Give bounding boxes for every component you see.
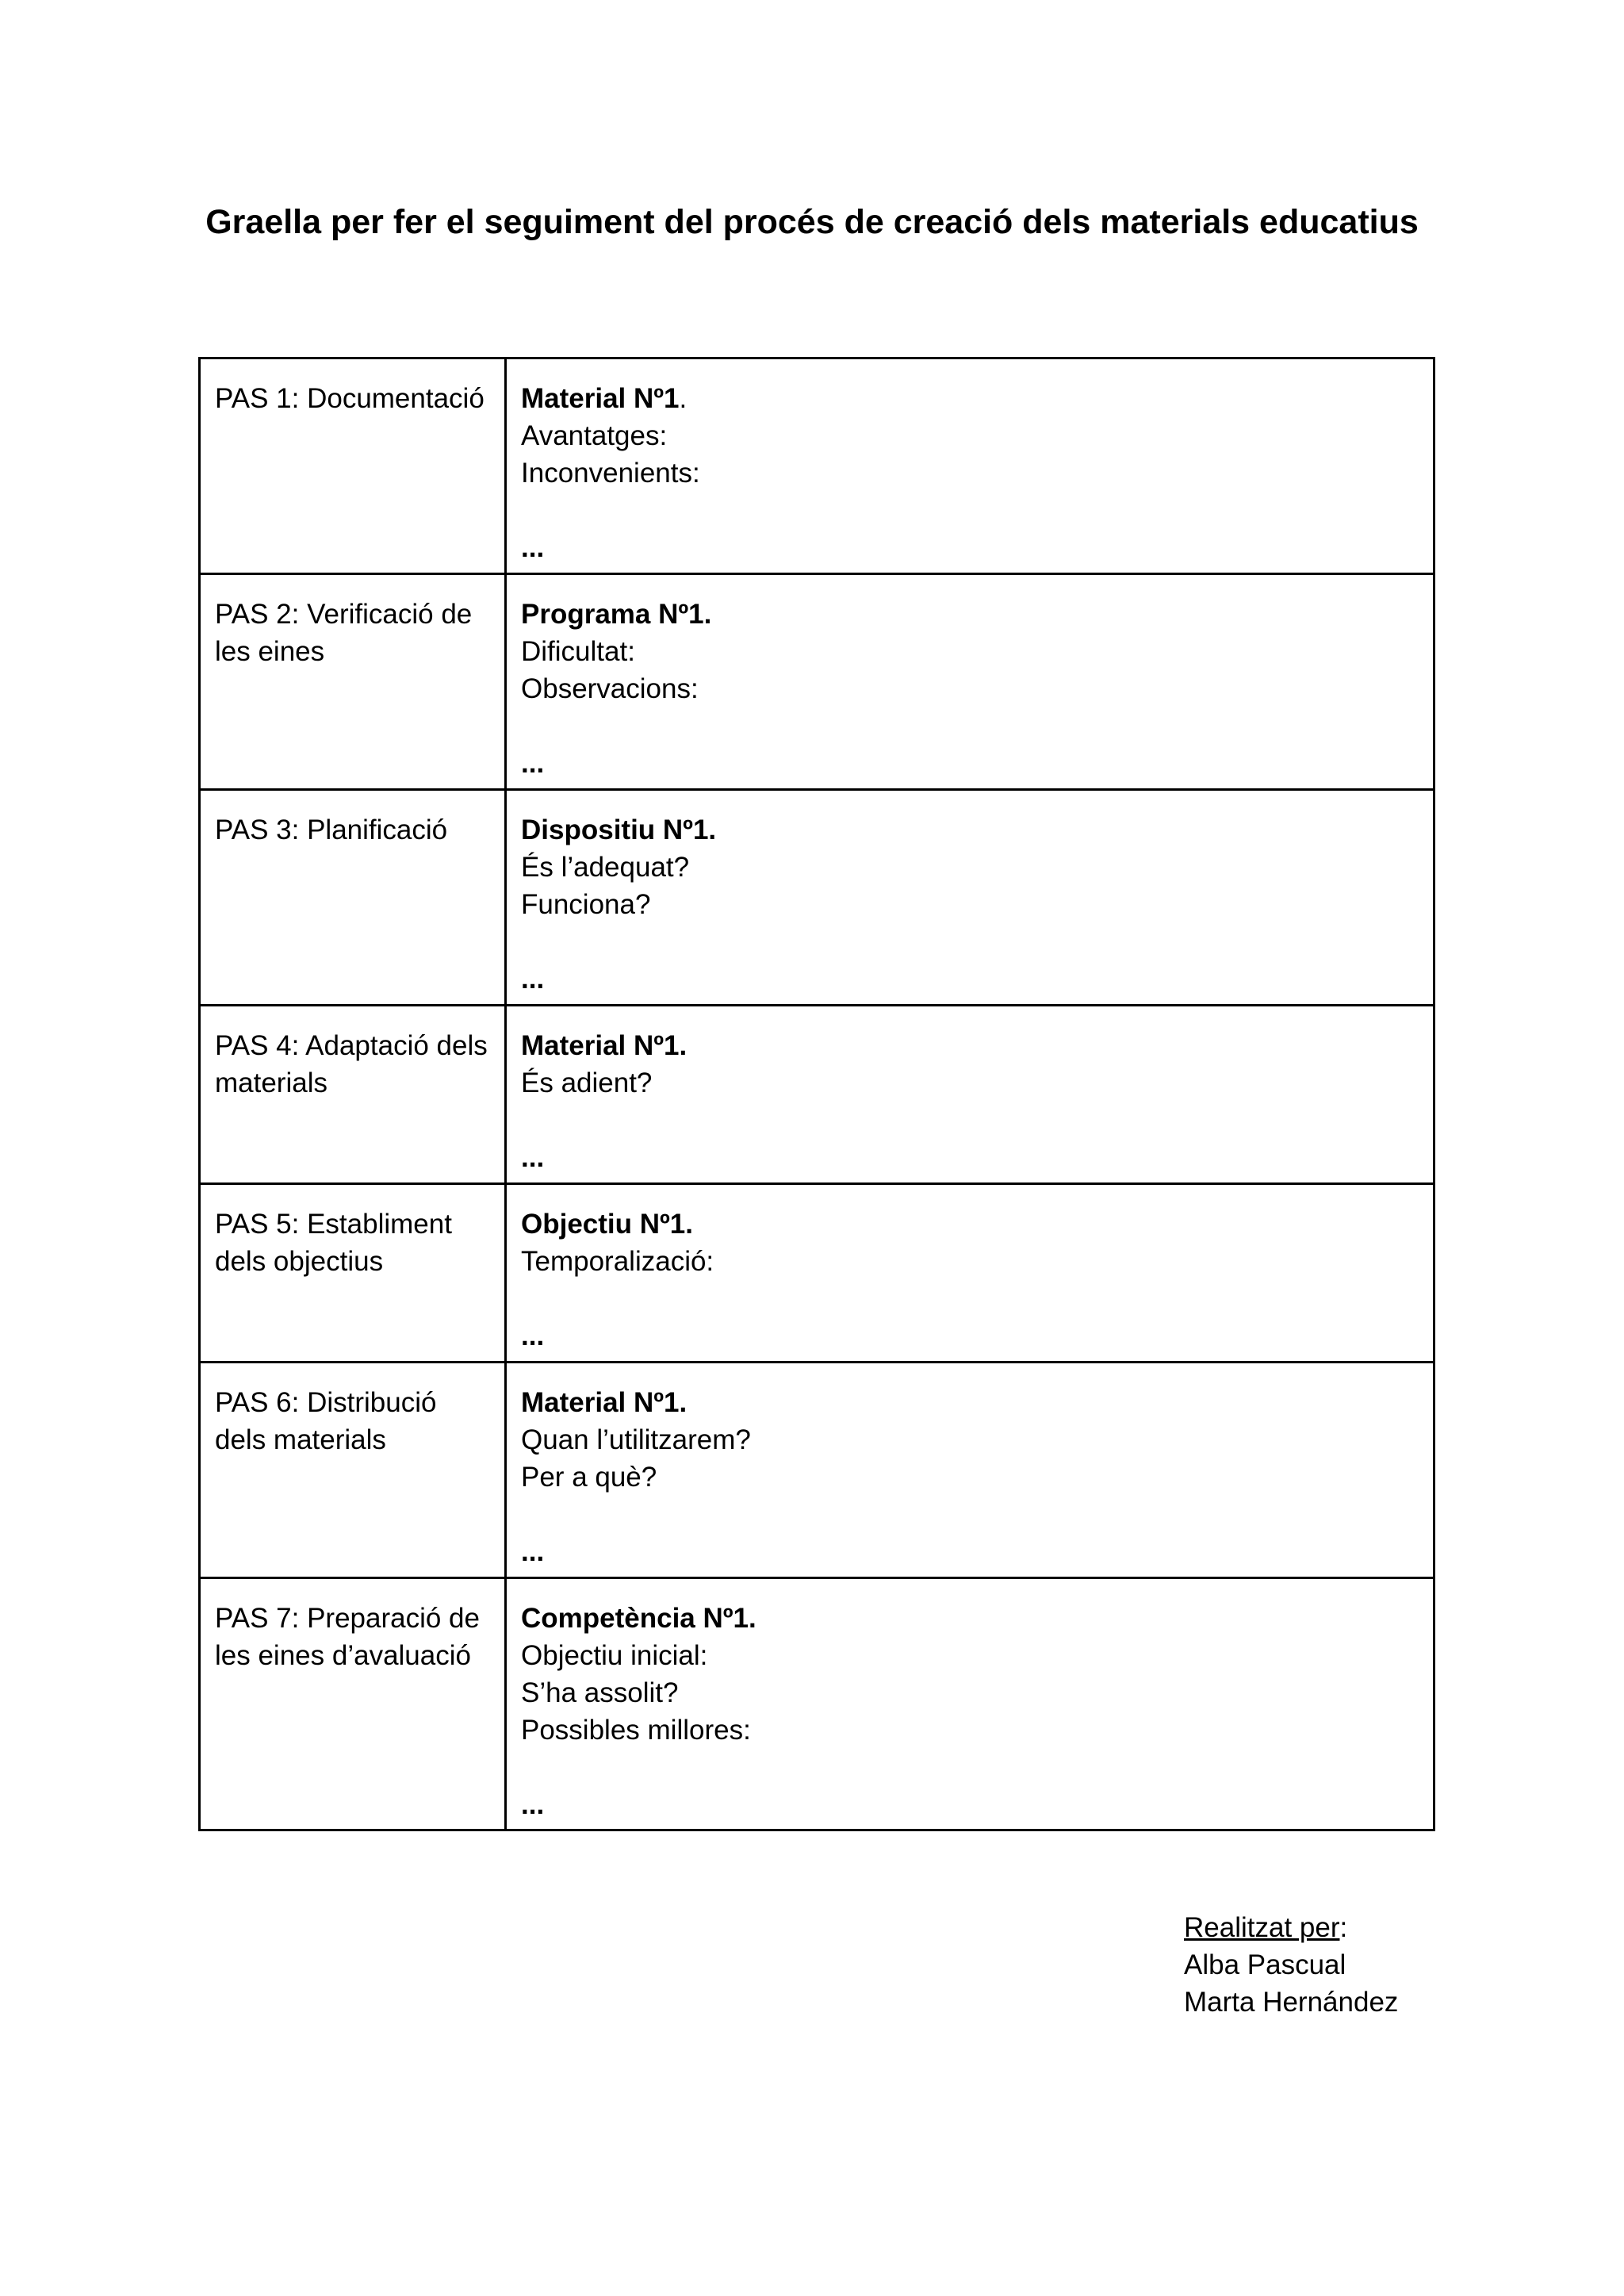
item-title: Material Nº1. [521, 1387, 688, 1418]
signature-label: Realitzat per [1184, 1912, 1340, 1943]
step-label: PAS 1: Documentació [215, 383, 485, 414]
item-line: Quan l’utilitzarem? [521, 1424, 751, 1455]
step-cell [200, 1184, 506, 1363]
step-label: PAS 2: Verificació de les eines [215, 599, 473, 667]
detail-cell [506, 1006, 1434, 1184]
step-label: PAS 5: Establiment dels objectius [215, 1209, 452, 1277]
table-row [200, 1006, 1434, 1184]
item-title-suffix: . [679, 383, 688, 414]
table-row [200, 790, 1434, 1006]
step-label: PAS 7: Preparació de les eines d’avaluació [215, 1603, 480, 1671]
table-row [200, 1184, 1434, 1363]
item-line: Temporalizació: [521, 1246, 714, 1277]
item-title: Programa Nº1. [521, 599, 712, 630]
document-title: Graella per fer el seguiment del procés de creació dels materials educatius [205, 203, 1419, 241]
table-row [200, 358, 1434, 574]
item-line: Inconvenients: [521, 458, 700, 489]
detail-cell [506, 574, 1434, 790]
item-title: Material Nº1. [521, 1030, 688, 1061]
spacer [521, 1102, 1419, 1139]
item-line: Possibles millores: [521, 1715, 751, 1746]
item-line: Funciona? [521, 889, 651, 920]
step-label: PAS 4: Adaptació dels materials [215, 1030, 488, 1098]
spacer [521, 492, 1419, 529]
step-cell [200, 1363, 506, 1578]
item-line: Dificultat: [521, 636, 635, 667]
spacer [521, 707, 1419, 745]
spacer [521, 1280, 1419, 1317]
item-title: Objectiu Nº1. [521, 1209, 693, 1240]
detail-cell [506, 358, 1434, 574]
signature-label-suffix: : [1339, 1912, 1348, 1943]
table-row [200, 1363, 1434, 1578]
detail-cell [506, 790, 1434, 1006]
item-line: És l’adequat? [521, 852, 690, 883]
step-cell [200, 358, 506, 574]
item-ellipsis: ... [521, 1536, 545, 1567]
detail-cell [506, 1363, 1434, 1578]
step-cell [200, 1578, 506, 1830]
item-ellipsis: ... [521, 964, 545, 995]
item-line: Avantatges: [521, 420, 668, 451]
table-row [200, 1578, 1434, 1830]
step-cell [200, 1006, 506, 1184]
signature-heading [1184, 1909, 1398, 1946]
step-cell [200, 790, 506, 1006]
item-ellipsis: ... [521, 1142, 545, 1173]
step-label: PAS 6: Distribució dels materials [215, 1387, 437, 1455]
item-line: És adient? [521, 1068, 653, 1098]
item-heading [521, 380, 1419, 417]
item-title: Material Nº1 [521, 383, 680, 414]
author-name: Marta Hernández [1184, 1987, 1399, 2018]
item-ellipsis: ... [521, 748, 545, 779]
spacer [521, 923, 1419, 960]
tracking-grid [198, 357, 1435, 1831]
item-title: Competència Nº1. [521, 1603, 756, 1634]
step-label: PAS 3: Planificació [215, 815, 448, 845]
detail-cell [506, 1578, 1434, 1830]
spacer [521, 1496, 1419, 1533]
table-row [200, 574, 1434, 790]
signature-block [1184, 1909, 1398, 2021]
item-line: Observacions: [521, 673, 699, 704]
item-ellipsis: ... [521, 1320, 545, 1351]
item-line: Per a què? [521, 1462, 657, 1493]
item-title: Dispositiu Nº1. [521, 815, 717, 845]
item-line: Objectiu inicial: [521, 1640, 708, 1671]
step-cell [200, 574, 506, 790]
item-ellipsis: ... [521, 1789, 545, 1820]
spacer [521, 1749, 1419, 1786]
detail-cell [506, 1184, 1434, 1363]
author-name: Alba Pascual [1184, 1949, 1346, 1980]
item-ellipsis: ... [521, 532, 545, 563]
item-line: S’ha assolit? [521, 1677, 679, 1708]
